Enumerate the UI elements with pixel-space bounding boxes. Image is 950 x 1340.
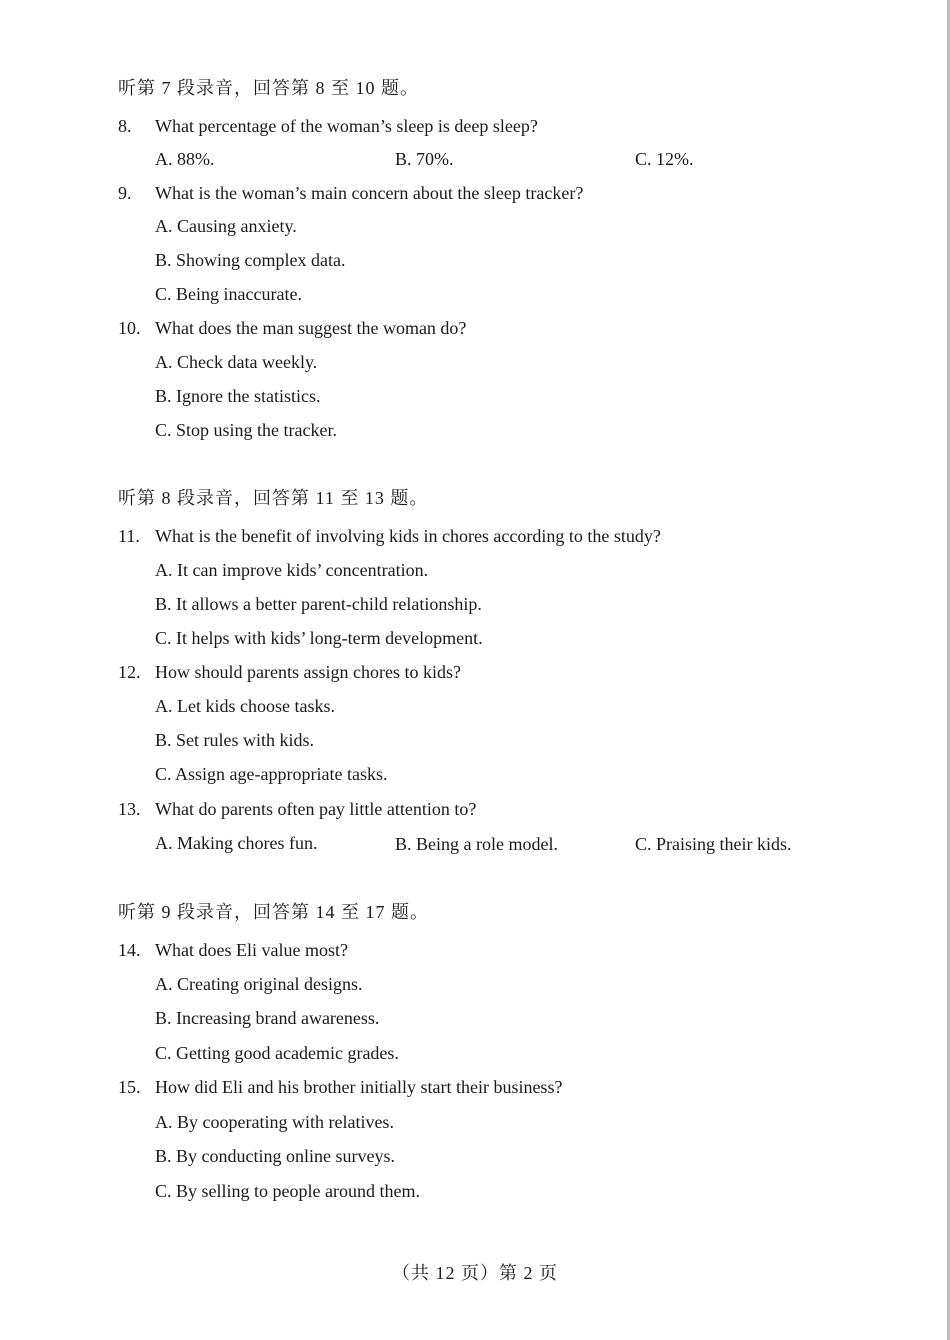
question-number: 12. [118,662,141,682]
option-b: B. It allows a better parent-child relationship. [155,594,482,614]
question-text: What is the woman’s main concern about the sleep tracker? [155,183,584,203]
option-b: B. Set rules with kids. [155,730,315,750]
question-text: What is the benefit of involving kids in chores according to the study? [155,526,661,546]
question-text: How did Eli and his brother initially start their business? [155,1077,563,1097]
question-text: What does the man suggest the woman do? [155,318,467,338]
option-b: B. Increasing brand awareness. [155,1008,380,1028]
option-c: C. Praising their kids. [635,834,792,854]
option-a: A. It can improve kids’ concentration. [155,560,429,580]
option-c: C. 12%. [635,149,694,169]
question-text: What do parents often pay little attention to? [155,799,477,819]
question-number: 10. [118,318,141,338]
option-c: C. Stop using the tracker. [155,420,337,440]
option-a: A. By cooperating with relatives. [155,1112,394,1132]
question-number: 8. [118,116,132,136]
option-c: C. By selling to people around them. [155,1181,420,1201]
option-c: C. Getting good academic grades. [155,1043,399,1063]
option-b: B. Being a role model. [395,834,558,854]
section-heading: 听第 9 段录音，回答第 14 至 17 题。 [118,902,429,922]
option-a: A. Let kids choose tasks. [155,696,335,716]
option-b: B. By conducting online surveys. [155,1146,395,1166]
section-heading: 听第 7 段录音，回答第 8 至 10 题。 [118,78,419,98]
option-c: C. It helps with kids’ long-term development. [155,628,483,648]
question-number: 14. [118,940,141,960]
question-number: 13. [118,799,141,819]
option-a: A. Making chores fun. [155,833,318,853]
question-text: What does Eli value most? [155,940,348,960]
question-text: What percentage of the woman’s sleep is deep sleep? [155,116,538,136]
question-number: 11. [118,526,140,546]
option-a: A. Causing anxiety. [155,216,297,236]
option-a: A. Check data weekly. [155,352,318,372]
page-footer: （共 12 页）第 2 页 [392,1263,558,1283]
option-c: C. Being inaccurate. [155,284,302,304]
question-number: 15. [118,1077,141,1097]
option-b: B. Showing complex data. [155,250,346,270]
option-a: A. Creating original designs. [155,974,363,994]
option-b: B. 70%. [395,149,454,169]
option-a: A. 88%. [155,149,215,169]
question-text: How should parents assign chores to kids? [155,662,461,682]
option-b: B. Ignore the statistics. [155,386,321,406]
section-heading: 听第 8 段录音，回答第 11 至 13 题。 [118,488,429,508]
option-c: C. Assign age-appropriate tasks. [155,764,388,784]
question-number: 9. [118,183,132,203]
